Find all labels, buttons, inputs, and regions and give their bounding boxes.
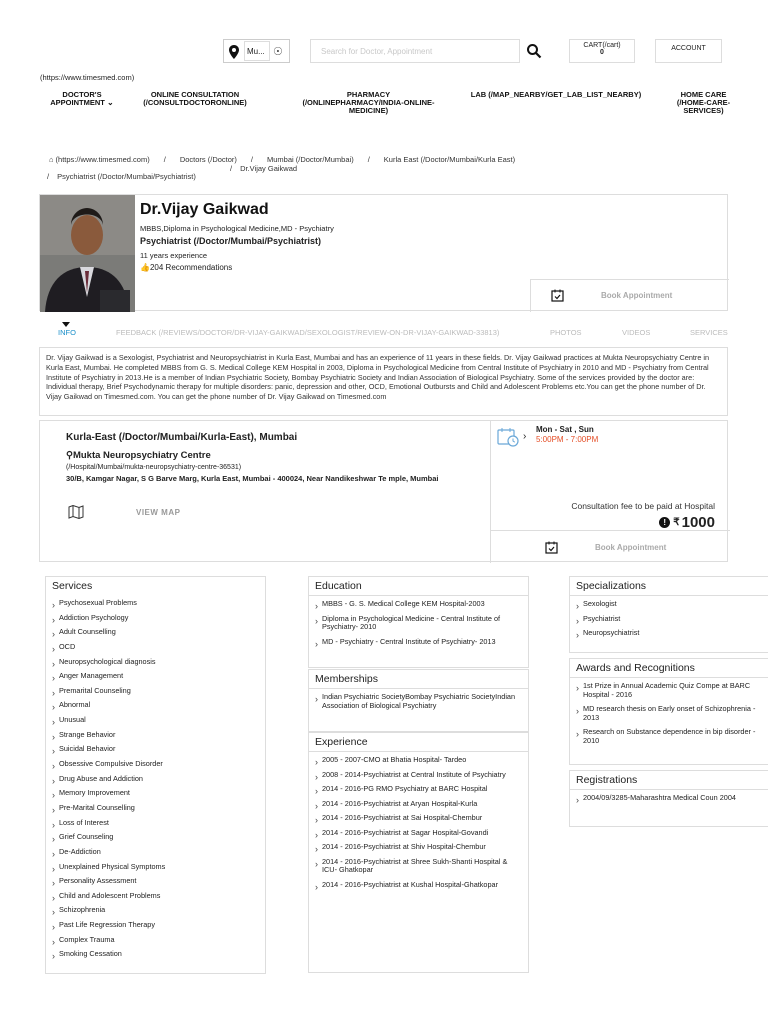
clinic-area[interactable]: Kurla-East (/Doctor/Mumbai/Kurla-East), Mumbai	[66, 432, 298, 443]
service-item: › Neuropsychological diagnosis	[52, 658, 259, 667]
registrations-list	[570, 790, 768, 803]
memberships-title: Memberships	[309, 670, 528, 689]
consultation-fee	[659, 514, 715, 531]
specializations-list	[570, 596, 768, 638]
specializations-title: Specializations	[570, 577, 768, 596]
doctor-specialty[interactable]: Psychiatrist (/Doctor/Mumbai/Psychiatrist)	[140, 236, 322, 246]
experience-item: › 2005 - 2007-CMO at Bhatia Hospital- Tardeo	[315, 756, 522, 765]
clinic-days: Mon - Sat , Sun	[536, 425, 594, 434]
service-item: › Child and Adolescent Problems	[52, 892, 259, 901]
service-item: › Obsessive Compulsive Disorder	[52, 760, 259, 769]
service-item: › Psychosexual Problems	[52, 599, 259, 608]
memberships-section	[308, 669, 529, 732]
recommendations	[140, 263, 232, 272]
specialization-item: › Psychiatrist	[576, 615, 762, 624]
award-item: › 1st Prize in Annual Academic Quiz Compe at BARC Hospital - 2016	[576, 682, 762, 699]
doctor-name: Dr.Vijay Gaikwad	[140, 201, 269, 218]
tab-photos[interactable]: PHOTOS	[550, 328, 582, 337]
location-input[interactable]: Mu...	[244, 41, 270, 61]
nav-home-care[interactable]: HOME CARE (/HOME-CARE-SERVICES)	[676, 90, 731, 115]
education-list	[309, 596, 528, 646]
info-icon[interactable]: !	[659, 517, 670, 528]
recommendations-label: 204 Recommendations	[149, 263, 233, 272]
chevron-right-icon[interactable]: ›	[523, 431, 527, 442]
service-item: › Drug Abuse and Addiction	[52, 775, 259, 784]
award-item: › Research on Substance dependence in bip disorder - 2010	[576, 728, 762, 745]
nav-lab[interactable]: LAB (/MAP_NEARBY/GET_LAB_LIST_NEARBY)	[470, 90, 642, 99]
location-pin-icon: ⚲	[66, 450, 73, 461]
clinic-card	[39, 420, 728, 562]
award-item: › MD research thesis on Early onset of Schizophrenia - 2013	[576, 705, 762, 722]
breadcrumb-home-label: (https://www.timesmed.com)	[55, 155, 150, 164]
registrations-title: Registrations	[570, 771, 768, 790]
service-item: › Schizophrenia	[52, 906, 259, 915]
tab-info-label: INFO	[58, 328, 76, 337]
service-item: › Unusual	[52, 716, 259, 725]
breadcrumb-current: Dr.Vijay Gaikwad	[240, 164, 298, 173]
breadcrumb-row2	[47, 172, 210, 181]
awards-title: Awards and Recognitions	[570, 659, 768, 678]
clinic-hours: 5:00PM - 7:00PM	[536, 435, 599, 444]
clinic-link[interactable]: (/Hospital/Mumbai/mukta-neuropsychiatry-centre-36531)	[66, 464, 242, 471]
experience-item: › 2014 - 2016-Psychiatrist at Sagar Hospital-Govandi	[315, 829, 522, 838]
services-section	[45, 576, 266, 974]
search-icon[interactable]	[526, 43, 542, 59]
thumbs-up-icon: 👍	[140, 263, 150, 272]
service-item: › Addiction Psychology	[52, 614, 259, 623]
nav-doctors-appointment[interactable]	[42, 91, 122, 107]
cart-button[interactable]	[569, 39, 635, 63]
education-item: › MD - Psychiatry - Central Institute of Psychiatry- 2013	[315, 638, 522, 647]
education-item: › Diploma in Psychological Medicine - Central Institute of Psychiatry- 2010	[315, 615, 522, 632]
breadcrumb-sep: /	[367, 155, 370, 164]
chevron-down-icon: ⌄	[104, 98, 114, 107]
experience-list	[309, 752, 528, 889]
service-item: › Pre-Marital Counselling	[52, 804, 259, 813]
view-map-link[interactable]: VIEW MAP	[136, 508, 181, 517]
specialization-item: › Sexologist	[576, 600, 762, 609]
services-title: Services	[52, 580, 93, 592]
service-item: › Memory Improvement	[52, 789, 259, 798]
education-section	[308, 576, 529, 668]
service-item: › De-Addiction	[52, 848, 259, 857]
nav-pharmacy[interactable]: PHARMACY (/ONLINEPHARMACY/INDIA-ONLINE-MEDICINE)	[302, 90, 435, 115]
experience-item: › 2014 - 2016-Psychiatrist at Kushal Hospital-Ghatkopar	[315, 881, 522, 890]
location-selector[interactable]	[223, 39, 290, 63]
clinic-name[interactable]	[66, 450, 211, 461]
tab-info[interactable]	[58, 328, 76, 337]
home-icon: ⌂	[49, 155, 54, 164]
book-appointment-button[interactable]	[530, 279, 729, 312]
breadcrumb-sep: /	[163, 155, 166, 164]
clinic-book-appointment-label: Book Appointment	[595, 543, 667, 552]
experience-item: › 2014 - 2016-Psychiatrist at Sai Hospital-Chembur	[315, 814, 522, 823]
service-item: › Smoking Cessation	[52, 950, 259, 959]
nav-online-consultation[interactable]: ONLINE CONSULTATION (/CONSULTDOCTORONLINE)	[143, 90, 247, 107]
specializations-section	[569, 576, 768, 653]
experience-item: › 2008 - 2014-Psychiatrist at Central Institute of Psychiatry	[315, 771, 522, 780]
locate-me-icon[interactable]: ☉	[273, 46, 283, 58]
breadcrumb	[49, 155, 529, 164]
experience-item: › 2014 - 2016-Psychiatrist at Aryan Hospital-Kurla	[315, 800, 522, 809]
calendar-check-icon	[545, 541, 558, 554]
account-button[interactable]: ACCOUNT	[655, 39, 722, 63]
cart-count: 0	[600, 49, 604, 56]
clinic-address: 30/B, Kamgar Nagar, S G Barve Marg, Kurla East, Mumbai - 400024, Near Nandikeshwar Te mple, Mumbai	[66, 474, 439, 483]
currency-symbol: ₹	[673, 517, 680, 528]
service-item: › Strange Behavior	[52, 731, 259, 740]
doctor-qualifications: MBBS,Diploma in Psychological Medicine,MD - Psychiatry	[140, 224, 334, 233]
breadcrumb-psychiatrist[interactable]: Psychiatrist (/Doctor/Mumbai/Psychiatrist)	[57, 172, 196, 181]
tab-feedback-label: FEEDBACK (/REVIEWS/DOCTOR/DR-VIJAY-GAIKWAD/SEXOLOGIST/REVIEW-ON-DR-VIJAY-GAIKWAD-33813)	[116, 328, 500, 337]
service-item: › Personality Assessment	[52, 877, 259, 886]
membership-item: › Indian Psychiatric SocietyBombay Psychiatric SocietyIndian Association of Biological Psychiatry	[315, 693, 522, 710]
registration-item: › 2004/09/3285-Maharashtra Medical Coun 2004	[576, 794, 762, 803]
clinic-timing-panel	[490, 421, 729, 563]
fee-label: Consultation fee to be paid at Hospital	[571, 501, 715, 511]
service-item: › Suicidal Behavior	[52, 745, 259, 754]
breadcrumb-kurla[interactable]: Kurla East (/Doctor/Mumbai/Kurla East)	[383, 155, 516, 164]
doctor-profile-card	[39, 194, 728, 311]
experience-title: Experience	[309, 733, 528, 752]
clinic-timing-icon	[497, 427, 519, 447]
caret-down-icon	[62, 322, 70, 327]
calendar-check-icon	[551, 289, 564, 302]
clinic-name-label: Mukta Neuropsychiatry Centre	[72, 450, 211, 461]
location-pin-icon	[228, 45, 240, 59]
service-item: › Unexplained Physical Symptoms	[52, 863, 259, 872]
breadcrumb-sep: /	[230, 164, 233, 173]
education-title: Education	[309, 577, 528, 596]
breadcrumb-mumbai[interactable]: Mumbai (/Doctor/Mumbai)	[267, 155, 354, 164]
memberships-list	[309, 689, 528, 710]
service-item: › Adult Counselling	[52, 628, 259, 637]
map-icon[interactable]	[68, 505, 84, 519]
service-item: › Grief Counseling	[52, 833, 259, 842]
service-item: › OCD	[52, 643, 259, 652]
doctor-experience: 11 years experience	[140, 251, 207, 260]
service-item: › Anger Management	[52, 672, 259, 681]
service-item: › Complex Trauma	[52, 936, 259, 945]
nav-label: DOCTOR'S APPOINTMENT	[50, 90, 105, 107]
fee-amount: 1000	[681, 514, 715, 531]
breadcrumb-current-row	[230, 164, 311, 173]
search-input[interactable]: Search for Doctor, Appointment	[310, 39, 520, 63]
tab-videos[interactable]: VIDEOS	[622, 328, 651, 337]
experience-item: › 2014 - 2016-PG RMO Psychiatry at BARC Hospital	[315, 785, 522, 794]
breadcrumb-sep: /	[250, 155, 253, 164]
education-item: › MBBS - G. S. Medical College KEM Hospital-2003	[315, 600, 522, 609]
awards-section	[569, 658, 768, 765]
awards-list	[570, 678, 768, 746]
specialization-item: › Neuropsychiatrist	[576, 629, 762, 638]
tab-feedback[interactable]	[116, 328, 499, 337]
service-item: › Premarital Counseling	[52, 687, 259, 696]
cart-label: CART(/cart)	[583, 42, 621, 49]
breadcrumb-sep: /	[47, 172, 50, 181]
experience-item: › 2014 - 2016-Psychiatrist at Shiv Hospital-Chembur	[315, 843, 522, 852]
tab-services[interactable]: SERVICES	[690, 328, 728, 337]
services-list	[46, 595, 265, 959]
clinic-book-appointment-button[interactable]	[491, 530, 730, 563]
service-item: › Abnormal	[52, 701, 259, 710]
breadcrumb-home[interactable]	[49, 155, 150, 164]
registrations-section	[569, 770, 768, 827]
doctor-about: Dr. Vijay Gaikwad is a Sexologist, Psychiatrist and Neuropsychiatrist in Kurla East, Mumbai and has an experience of 11 years in these fields. Dr. Vijay Gaikwad practices at Mukta Neuropsychiatry Centre in Kurla East, Mumbai. He completed MBBS from G. S. Medical College KEM Hospital in 2003, Diploma in Psychological Medicine from Central Institute of Psychiatry in 2010 and MD - Psychiatry from Central Institute of Psychiatry in 2013.He is a member of Indian Psychiatric Society, Bombay Psychiatric Society and Indian Association of Biological Psychiatry. Some of the services provided by the doctor are: Individual therapy, Brief Psychodynamic therapy for multiple disorders: panic, depression and other, OCD, Emotional Outbursts and Child and Adolescent Problems etc.You can get the phone number of Dr. Vijay Gaikwad on Timesmed.com. You can get the phone number of Dr. Vijay Gaikwad on Timesmed.com	[39, 347, 728, 416]
doctor-photo	[40, 195, 135, 312]
home-link[interactable]: (https://www.timesmed.com)	[40, 73, 135, 82]
service-item: › Past Life Regression Therapy	[52, 921, 259, 930]
experience-item: › 2014 - 2016-Psychiatrist at Shree Sukh-Shanti Hospital & ICU- Ghatkopar	[315, 858, 522, 875]
breadcrumb-doctors[interactable]: Doctors (/Doctor)	[179, 155, 237, 164]
service-item: › Loss of Interest	[52, 819, 259, 828]
book-appointment-label: Book Appointment	[601, 291, 673, 300]
experience-section	[308, 732, 529, 973]
